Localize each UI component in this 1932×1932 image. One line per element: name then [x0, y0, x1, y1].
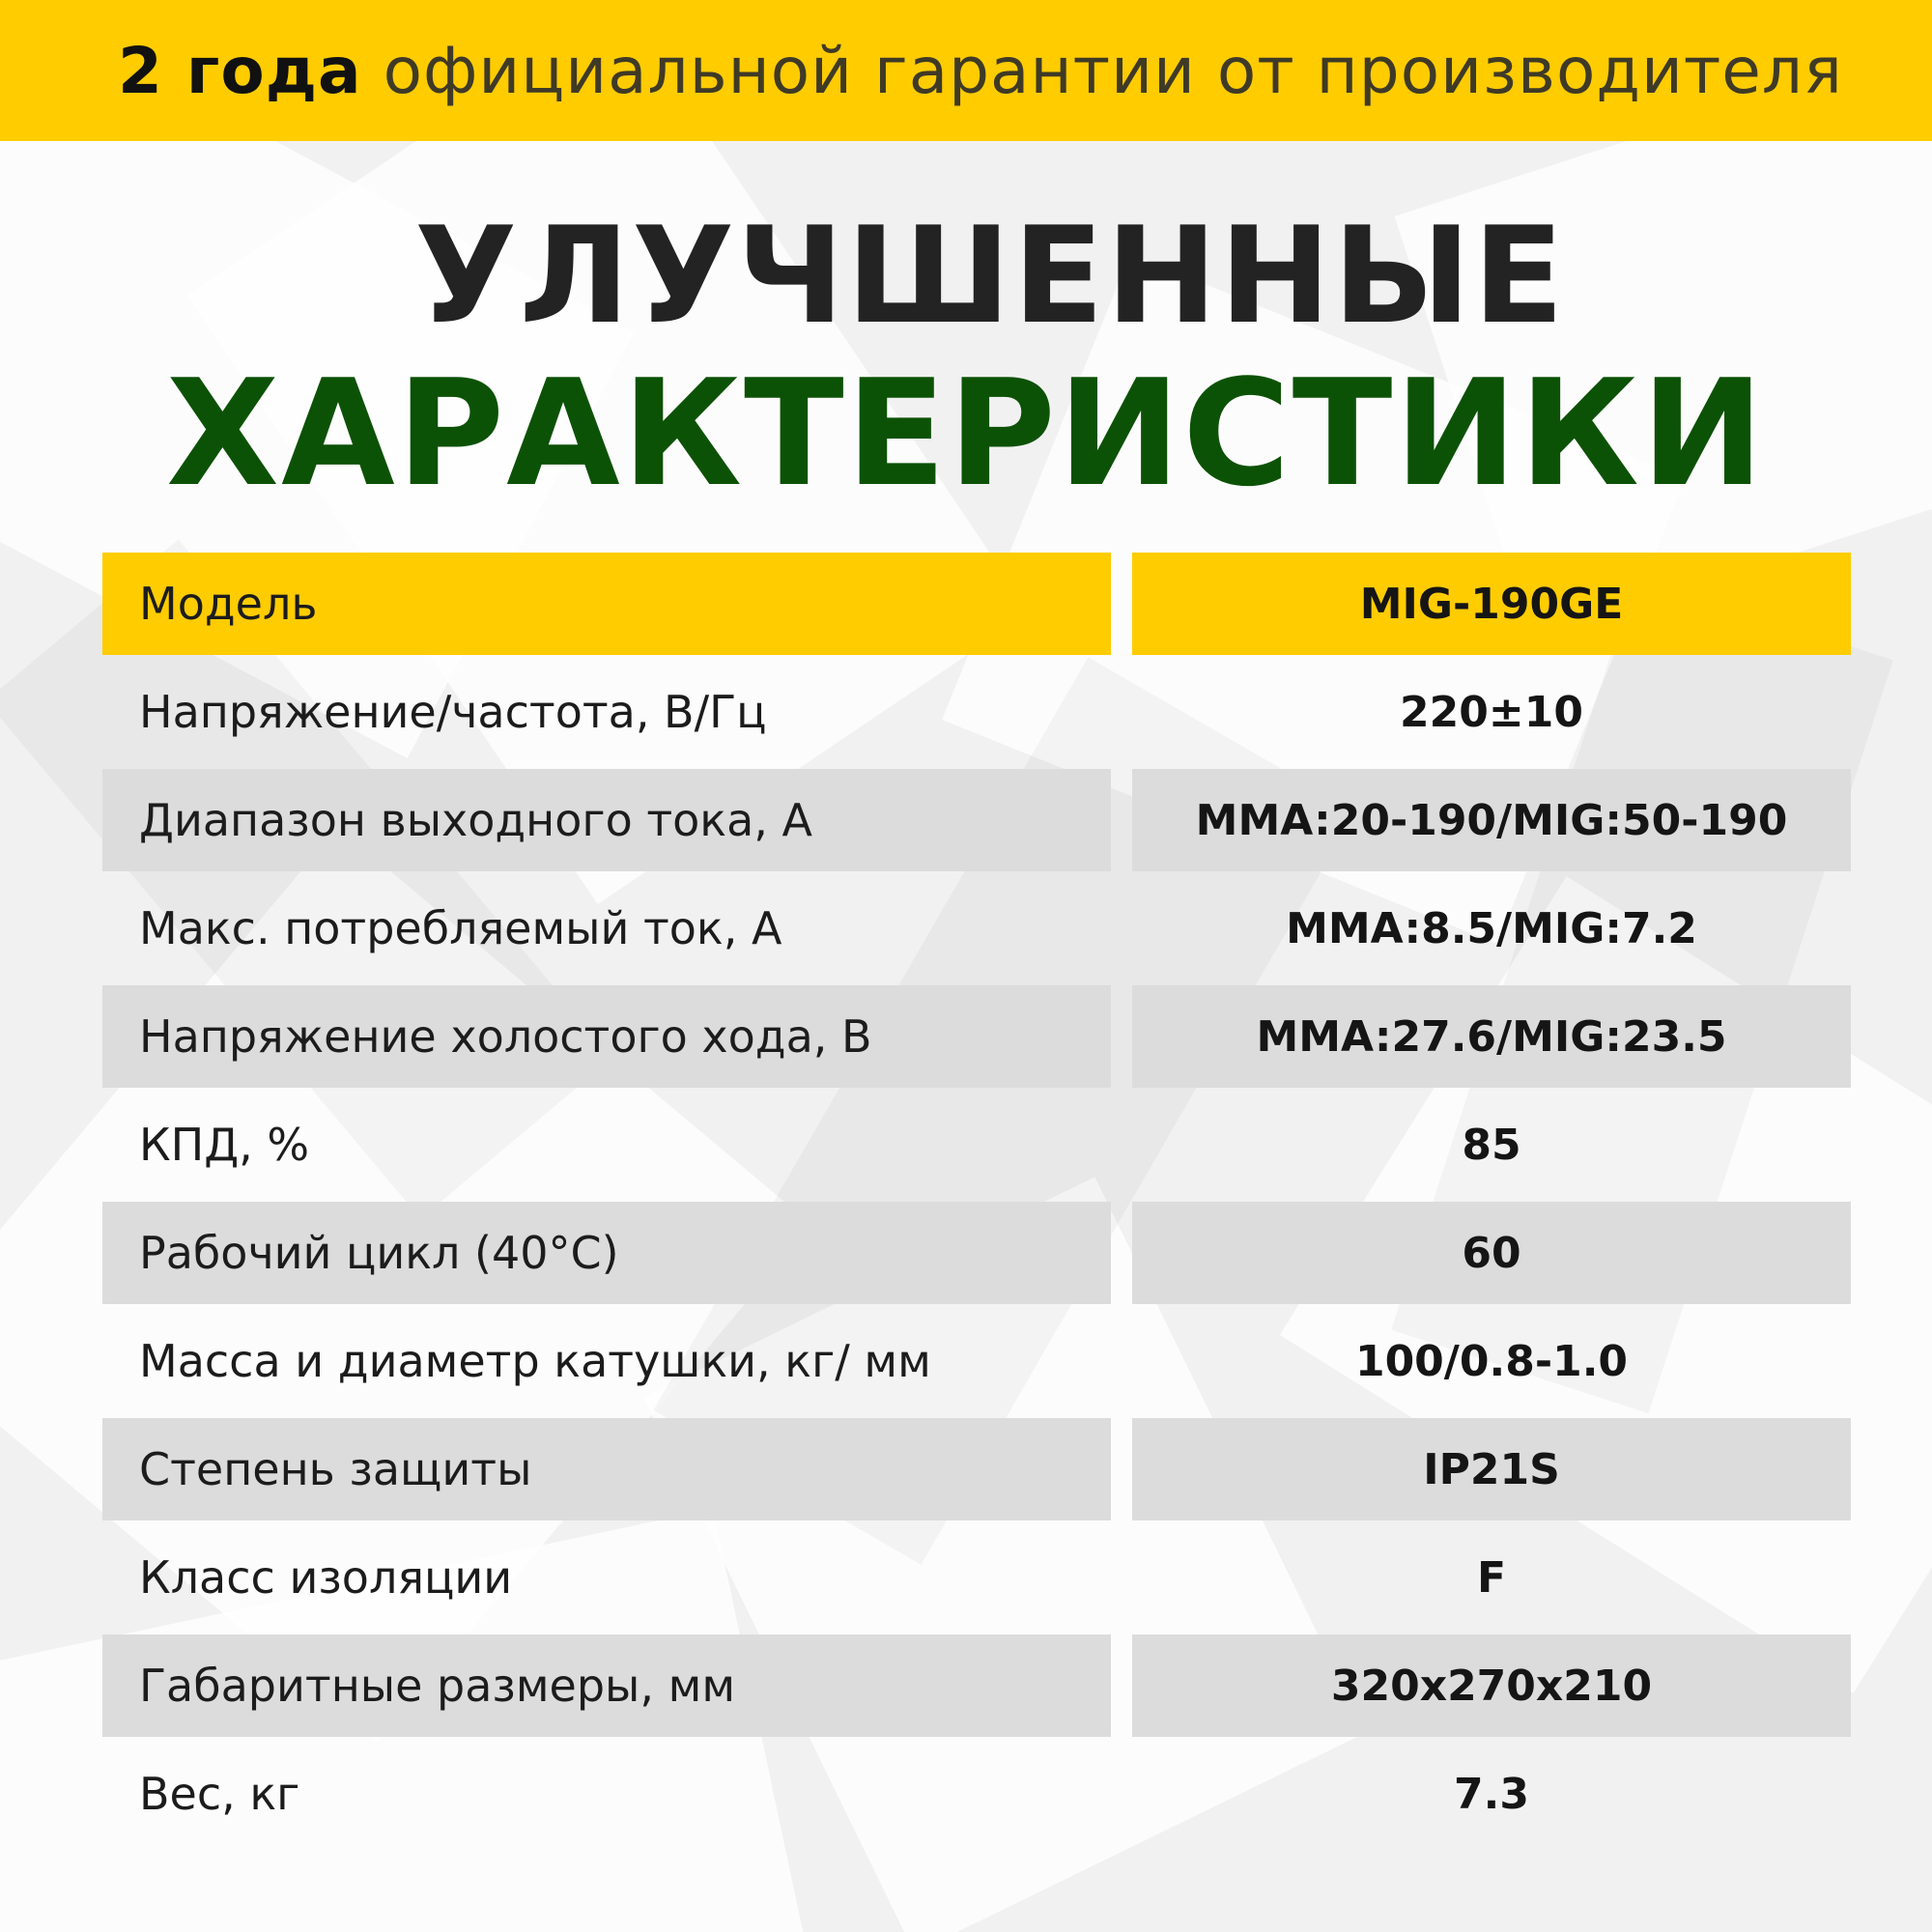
spec-value: 60: [1132, 1202, 1851, 1304]
warranty-banner: [0, 0, 1932, 141]
table-row: [102, 1094, 1851, 1202]
spec-label: Напряжение/частота, В/Гц: [139, 686, 767, 738]
table-row: [102, 985, 1851, 1094]
spec-value: MMA:8.5/MIG:7.2: [1286, 903, 1697, 953]
spec-value: MIG-190GE: [1132, 553, 1851, 655]
warranty-period: 2 года: [118, 33, 362, 108]
table-row: [102, 877, 1851, 985]
table-row: [102, 1310, 1851, 1418]
spec-label: КПД, %: [139, 1119, 310, 1171]
spec-label: Диапазон выходного тока, А: [102, 769, 1111, 871]
spec-value: 7.3: [1454, 1769, 1529, 1819]
spec-value: IP21S: [1132, 1418, 1851, 1520]
specs-table: [102, 553, 1851, 1851]
spec-value: 100/0.8-1.0: [1354, 1336, 1629, 1386]
spec-label: Масса и диаметр катушки, кг/ мм: [139, 1335, 931, 1387]
spec-label: Напряжение холостого хода, В: [102, 985, 1111, 1088]
spec-value: 85: [1462, 1120, 1521, 1170]
table-row: [102, 1743, 1851, 1851]
spec-value: F: [1476, 1552, 1507, 1603]
spec-label: Класс изоляции: [139, 1551, 513, 1604]
spec-label: Степень защиты: [102, 1418, 1111, 1520]
warranty-text: [118, 34, 1843, 108]
table-row: [102, 661, 1851, 769]
table-row: [102, 1634, 1851, 1743]
table-row: [102, 1526, 1851, 1634]
table-row: [102, 553, 1851, 661]
warranty-description: официальной гарантии от производителя: [383, 33, 1843, 108]
spec-value: 320x270x210: [1132, 1634, 1851, 1737]
spec-label: Модель: [102, 553, 1111, 655]
page-title-line-2: ХАРАКТЕРИСТИКИ: [165, 348, 1767, 519]
spec-label: Рабочий цикл (40°С): [102, 1202, 1111, 1304]
page-title-line-1: УЛУЧШЕННЫЕ: [414, 198, 1566, 354]
spec-label: Вес, кг: [139, 1768, 300, 1820]
table-row: [102, 1418, 1851, 1526]
table-row: [102, 1202, 1851, 1310]
spec-value: MMA:20-190/MIG:50-190: [1132, 769, 1851, 871]
spec-value: 220±10: [1400, 687, 1583, 737]
spec-label: Макс. потребляемый ток, А: [139, 902, 782, 954]
spec-label: Габаритные размеры, мм: [102, 1634, 1111, 1737]
table-row: [102, 769, 1851, 877]
spec-value: MMA:27.6/MIG:23.5: [1132, 985, 1851, 1088]
